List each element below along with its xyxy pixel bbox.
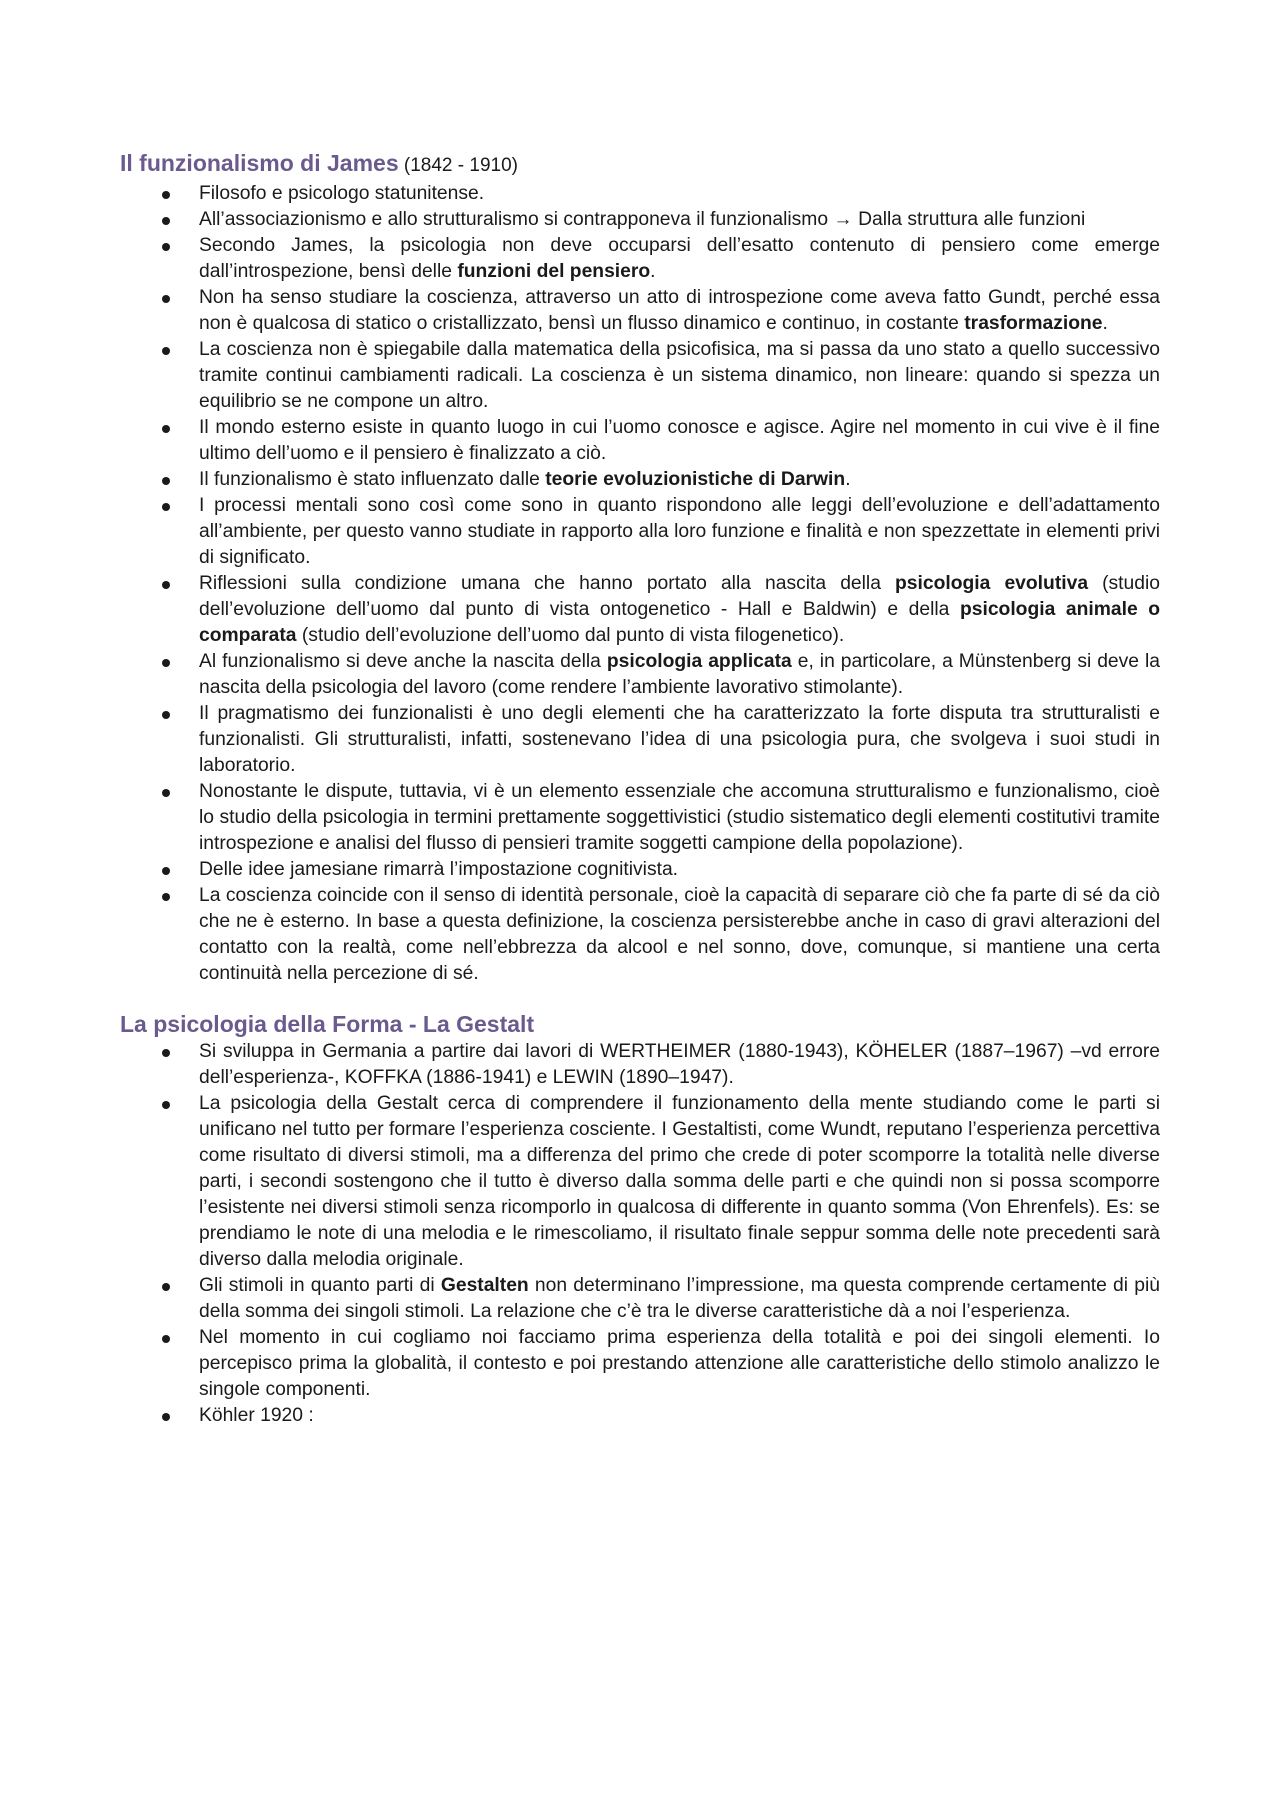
bullet-icon (162, 503, 170, 511)
list-item: La coscienza non è spiegabile dalla matematica della psicofisica, ma si passa da uno stato a quello successivo tramite continui cambiamenti radicali. La coscienza è un sistema dinamico, non lineare: quando si spezza un equilibrio se ne compone un altro. (120, 337, 1160, 415)
section-spacer (120, 987, 1160, 1009)
bullet-icon (162, 1283, 170, 1291)
list-item: Delle idee jamesiane rimarrà l’impostazione cognitivista. (120, 857, 1160, 883)
bullet-icon (162, 581, 170, 589)
bullet-icon (162, 1101, 170, 1109)
bullet-icon (162, 659, 170, 667)
list-item: All’associazionismo e allo strutturalismo si contrapponeva il funzionalismo → Dalla struttura alle funzioni (120, 207, 1160, 233)
list-item: Köhler 1920 : (120, 1403, 1160, 1429)
bullet-icon (162, 425, 170, 433)
list-item: Gli stimoli in quanto parti di Gestalten non determinano l’impressione, ma questa comprende certamente di più della somma dei singoli stimoli. La relazione che c’è tra le diverse caratteristiche dà a noi l’esperienza. (120, 1273, 1160, 1325)
bullet-icon (162, 893, 170, 901)
document-content (120, 148, 1160, 1429)
bullet-list-gestalt (120, 1039, 1160, 1429)
bullet-icon (162, 295, 170, 303)
list-item: Riflessioni sulla condizione umana che hanno portato alla nascita della psicologia evolutiva (studio dell’evoluzione dell’uomo dal punto di vista ontogenetico - Hall e Baldwin) e della psicologia animale o comparata (studio dell’evoluzione dell’uomo dal punto di vista filogenetico). (120, 571, 1160, 649)
bullet-list-james (120, 181, 1160, 987)
bullet-icon (162, 217, 170, 225)
list-item: Si sviluppa in Germania a partire dai lavori di WERTHEIMER (1880-1943), KÖHELER (1887–1967) –vd errore dell’esperienza-, KOFFKA (1886-1941) e LEWIN (1890–1947). (120, 1039, 1160, 1091)
bullet-icon (162, 1049, 170, 1057)
list-item: La psicologia della Gestalt cerca di comprendere il funzionamento della mente studiando come le parti si unificano nel tutto per formare l’esperienza cosciente. I Gestaltisti, come Wundt, reputano l’esperienza percettiva come risultato di diversi stimoli, ma a differenza del primo che crede di poter scomporre la totalità nelle diverse parti, i secondi sostengono che il tutto è diverso dalla somma delle parti e che quindi non si possa scomporre l’esistente nei diversi stimoli senza ricomporlo in qualcosa di differente in quanto somma (Von Ehrenfels). Es: se prendiamo le note di una melodia e le rimescoliamo, il risultato finale seppur somma delle note precedenti sarà diverso dalla melodia originale. (120, 1091, 1160, 1273)
bullet-icon (162, 243, 170, 251)
list-item: Il mondo esterno esiste in quanto luogo in cui l’uomo conosce e agisce. Agire nel momento in cui vive è il fine ultimo dell’uomo e il pensiero è finalizzato a ciò. (120, 415, 1160, 467)
section-heading-james (120, 148, 1160, 181)
list-item: I processi mentali sono così come sono in quanto rispondono alle leggi dell’evoluzione e dell’adattamento all’ambiente, per questo vanno studiate in rapporto alla loro funzione e finalità e non spezzettate in elementi privi di significato. (120, 493, 1160, 571)
heading-title: Il funzionalismo di James (120, 150, 399, 176)
list-item: Il pragmatismo dei funzionalisti è uno degli elementi che ha caratterizzato la forte disputa tra strutturalisti e funzionalisti. Gli strutturalisti, infatti, sostenevano l’idea di una psicologia pura, che svolgeva i suoi studi in laboratorio. (120, 701, 1160, 779)
list-item: Filosofo e psicologo statunitense. (120, 181, 1160, 207)
bullet-icon (162, 867, 170, 875)
bullet-icon (162, 347, 170, 355)
bullet-icon (162, 1335, 170, 1343)
section-heading-gestalt (120, 1009, 1160, 1039)
bullet-icon (162, 191, 170, 199)
list-item: Nonostante le dispute, tuttavia, vi è un elemento essenziale che accomuna strutturalismo e funzionalismo, cioè lo studio della psicologia in termini prettamente soggettivistici (studio sistematico degli elementi costitutivi tramite introspezione e analisi del flusso di pensieri tramite soggetti campione della popolazione). (120, 779, 1160, 857)
list-item: Non ha senso studiare la coscienza, attraverso un atto di introspezione come aveva fatto Gundt, perché essa non è qualcosa di statico o cristallizzato, bensì un flusso dinamico e continuo, in costante trasformazione. (120, 285, 1160, 337)
bullet-icon (162, 789, 170, 797)
bullet-icon (162, 1413, 170, 1421)
list-item: Il funzionalismo è stato influenzato dalle teorie evoluzionistiche di Darwin. (120, 467, 1160, 493)
bullet-icon (162, 477, 170, 485)
list-item: Nel momento in cui cogliamo noi facciamo prima esperienza della totalità e poi dei singoli elementi. Io percepisco prima la globalità, il contesto e poi prestando attenzione alle caratteristiche dello stimolo analizzo le singole componenti. (120, 1325, 1160, 1403)
heading-title: La psicologia della Forma - La Gestalt (120, 1011, 535, 1037)
list-item: Secondo James, la psicologia non deve occuparsi dell’esatto contenuto di pensiero come emerge dall’introspezione, bensì delle funzioni del pensiero. (120, 233, 1160, 285)
list-item: Al funzionalismo si deve anche la nascita della psicologia applicata e, in particolare, a Münstenberg si deve la nascita della psicologia del lavoro (come rendere l’ambiente lavorativo stimolante). (120, 649, 1160, 701)
bullet-icon (162, 711, 170, 719)
heading-dates: (1842 - 1910) (398, 155, 518, 176)
list-item: La coscienza coincide con il senso di identità personale, cioè la capacità di separare ciò che fa parte di sé da ciò che ne è esterno. In base a questa definizione, la coscienza persisterebbe anche in caso di gravi alterazioni del contatto con la realtà, come nell’ebbrezza da alcool e nel sonno, dove, comunque, si mantiene una certa continuità nella percezione di sé. (120, 883, 1160, 987)
